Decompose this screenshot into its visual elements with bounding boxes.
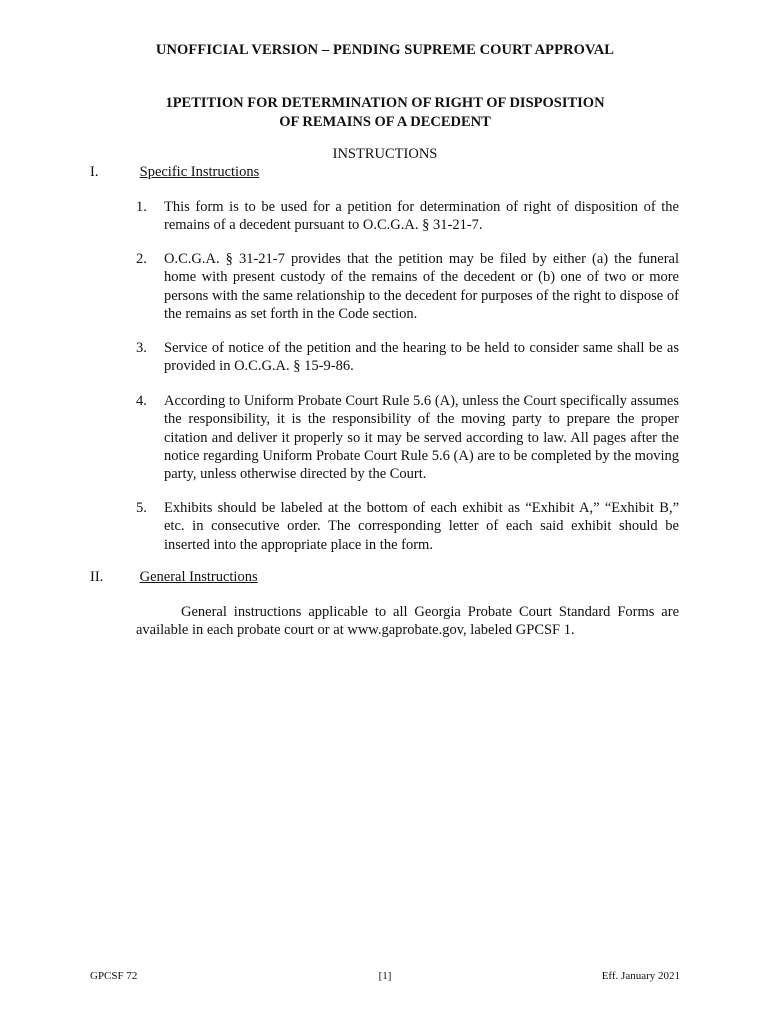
instruction-item-5 xyxy=(136,499,679,554)
item-text: This form is to be used for a petition for determination of right of disposition of the remains of a decedent pursuant to O.C.G.A. § 31-21-7. xyxy=(164,199,679,234)
section-title: Specific Instructions xyxy=(139,164,260,180)
instructions-heading: INSTRUCTIONS xyxy=(332,146,438,162)
title-line-1: 1PETITION FOR DETERMINATION OF RIGHT OF DISPOSITION xyxy=(165,95,605,111)
section-title: General Instructions xyxy=(139,569,258,585)
item-text: According to Uniform Probate Court Rule 5.6 (A), unless the Court specifically assumes the responsibility, it is the responsibility of the moving party to prepare the proper citation and deliver it properly so it may be served according to law. All pages after the notice regarding Uniform Probate Court Rule 5.6 (A) are to be completed by the moving party, unless otherwise directed by the Court. xyxy=(164,393,679,483)
general-instructions-paragraph: General instructions applicable to all Georgia Probate Court Standard Forms are available in each probate court or at www.gaprobate.gov, labeled GPCSF 1. xyxy=(136,604,679,639)
instruction-item-4 xyxy=(136,392,679,483)
approval-banner: UNOFFICIAL VERSION – PENDING SUPREME COURT APPROVAL xyxy=(155,42,615,58)
item-text: Service of notice of the petition and the hearing to be held to consider same shall be as provided in O.C.G.A. § 15-9-86. xyxy=(164,340,679,375)
footer-effective-date: Eff. January 2021 xyxy=(601,970,680,982)
footer-form-id: GPCSF 72 xyxy=(90,970,138,982)
item-text: Exhibits should be labeled at the bottom of each exhibit as “Exhibit A,” “Exhibit B,” etc. in consecutive order. The corresponding letter of each said exhibit should be inserted into the appropriate place in the form. xyxy=(164,500,679,553)
item-number: 2. xyxy=(136,251,147,267)
instruction-item-3 xyxy=(136,339,679,376)
document-title xyxy=(0,94,770,132)
section-general-instructions xyxy=(90,569,258,586)
item-text: O.C.G.A. § 31-21-7 provides that the petition may be filed by either (a) the funeral home with present custody of the remains of the decedent or (b) one of two or more persons with the same relationship to the decedent for purposes of the right to dispose of the remains as set forth in the Code section. xyxy=(164,251,679,322)
instruction-item-2 xyxy=(136,250,679,323)
item-number: 4. xyxy=(136,393,147,409)
section-number: II. xyxy=(90,569,104,585)
title-line-2: OF REMAINS OF A DECEDENT xyxy=(279,114,491,130)
item-number: 5. xyxy=(136,500,147,516)
section-number: I. xyxy=(90,164,99,180)
item-number: 1. xyxy=(136,199,147,215)
section-specific-instructions xyxy=(90,164,259,181)
footer-page-number: [1] xyxy=(378,970,392,982)
item-number: 3. xyxy=(136,340,147,356)
instruction-item-1 xyxy=(136,198,679,235)
